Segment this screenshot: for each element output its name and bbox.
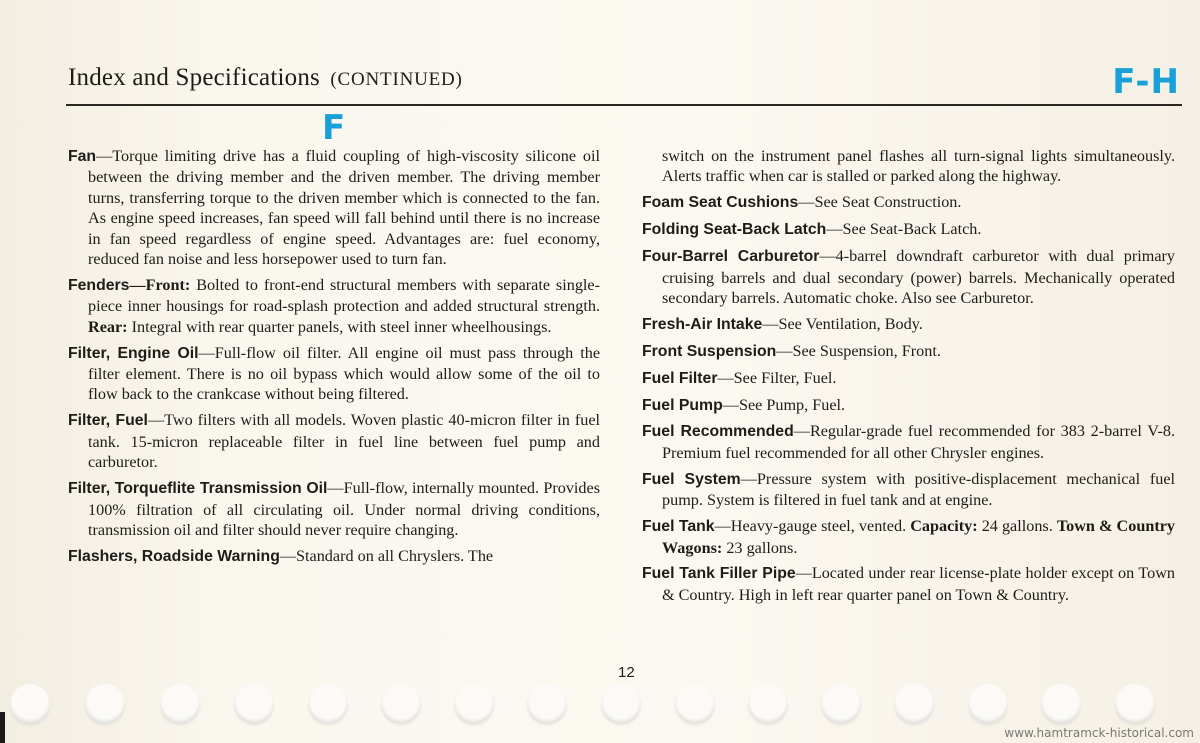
- entry-term: Folding Seat-Back Latch: [642, 221, 827, 239]
- entry-fuel-recommended: [642, 421, 1175, 463]
- entry-text: —See Seat-Back Latch.: [826, 220, 982, 239]
- entry-four-barrel-carburetor: [642, 246, 1175, 308]
- binding-hole: [10, 684, 50, 724]
- binding-hole: [1115, 684, 1155, 724]
- entry-flashers: [68, 546, 600, 567]
- entry-fresh-air-intake: [642, 314, 1175, 335]
- entry-text: —Located under rear license-plate holder except on Town & Country. High in left rear quarter panel on Town & Country.: [662, 564, 1175, 604]
- entry-term: Fenders: [68, 276, 130, 294]
- header-rule: [66, 104, 1182, 106]
- binding-hole: [968, 684, 1008, 724]
- binding-hole: [234, 684, 274, 724]
- entry-text: —4-barrel downdraft carburetor with dual primary cruising barrels and dual secondary (power) barrels. Mechanically operated secondary barrels. Automatic choke. Also see Carburetor.: [662, 247, 1175, 307]
- entry-front-suspension: [642, 341, 1175, 362]
- entry-fuel-pump: [642, 395, 1175, 416]
- binding-hole: [85, 684, 125, 724]
- entry-text: —See Ventilation, Body.: [762, 314, 923, 333]
- section-letter: F: [322, 108, 346, 148]
- entry-text: —Full-flow oil filter. All engine oil must pass through the filter element. There is no oil bypass which would allow some of the oil to flow back to the crankcase without being filtered.: [88, 343, 601, 404]
- watermark: www.hamtramck-historical.com: [1004, 726, 1194, 740]
- page-number: 12: [618, 664, 635, 681]
- entry-text: —Heavy-gauge steel, vented.: [714, 517, 911, 536]
- binding-hole: [894, 684, 934, 724]
- entry-text: Integral with rear quarter panels, with steel inner wheelhousings.: [127, 317, 552, 336]
- binding-hole: [381, 684, 421, 724]
- entry-text: —Torque limiting drive has a fluid coupling of high-viscosity silicone oil between the driving member and the driven member. The driving member turns, transferring torque to the driven member which is connected to the fan. As engine speed increases, fan speed will fall behind until there is no increase in fan speed regardless of engine speed. Advantages are: fuel economy, reduced fan noise and less horsepower used to turn fan.: [88, 147, 600, 269]
- entry-term: Filter, Engine Oil: [68, 344, 199, 362]
- entry-term: Fuel Filter: [642, 369, 718, 387]
- entry-text: Bolted to front-end structural members with separate single-piece inner housings for road-splash protection and added structural strength.: [88, 275, 600, 316]
- title-text: Index and Specifications: [68, 64, 320, 91]
- entry-term: Four-Barrel Carburetor: [642, 248, 820, 266]
- entry-filter-engine-oil: [68, 343, 600, 405]
- entry-text: —Two filters with all models. Woven plastic 40-micron filter in fuel tank. 15-micron replaceable filter in fuel line between fuel pump and carburetor.: [88, 411, 601, 472]
- entry-foam-seat-cushions: [642, 192, 1175, 213]
- entry-text: —Standard on all Chryslers. The: [279, 546, 494, 565]
- page-edge-mark: [0, 712, 5, 743]
- section-range-label: F-H: [1112, 62, 1180, 102]
- entry-term: Fan: [68, 148, 97, 165]
- entry-term: Fuel Recommended: [642, 423, 794, 441]
- binding-hole: [308, 684, 348, 724]
- entry-term: Fresh-Air Intake: [642, 315, 763, 333]
- entry-text: —Pressure system with positive-displacement mechanical fuel pump. System is filtered in fuel tank and at engine.: [662, 469, 1175, 510]
- entry-text: —See Filter, Fuel.: [717, 368, 837, 387]
- entry-term: Filter, Torqueflite Transmission Oil: [68, 480, 328, 498]
- entry-fenders: [68, 275, 600, 337]
- entry-fan: [68, 146, 600, 269]
- entry-flashers-continued: switch on the instrument panel flashes all turn-signal lights simultaneously. Alerts traffic when car is stalled or parked along the highway.: [662, 147, 1175, 186]
- entry-text: 23 gallons.: [722, 538, 798, 557]
- entry-text: 24 gallons.: [977, 517, 1057, 536]
- binding-hole: [601, 684, 641, 724]
- left-column: [68, 146, 600, 573]
- page-title: [68, 64, 463, 92]
- entry-subterm: Rear:: [88, 317, 128, 336]
- entry-term: Fuel Tank Filler Pipe: [642, 565, 796, 583]
- entry-term: Flashers, Roadside Warning: [68, 547, 280, 565]
- entry-fuel-tank: [642, 516, 1175, 558]
- entry-term: Fuel Pump: [642, 396, 723, 414]
- entry-text: —See Pump, Fuel.: [722, 395, 846, 414]
- entry-subterm: Town & Country Wagons:: [662, 517, 1176, 557]
- entry-term: Front Suspension: [642, 342, 777, 360]
- binding-hole: [675, 684, 715, 724]
- entry-folding-seat-back-latch: [642, 219, 1175, 240]
- entry-text: —Full-flow, internally mounted. Provides 100% filtration of all circulating oil. Under normal driving conditions, transmission oil and filter should never require changing.: [88, 479, 601, 539]
- entry-term: Fuel System: [642, 470, 741, 488]
- entry-fuel-tank-filler-pipe: [642, 563, 1175, 605]
- binding-hole: [1041, 684, 1081, 724]
- entry-subterm: —Front:: [129, 275, 191, 294]
- entry-text: —See Seat Construction.: [798, 193, 962, 212]
- entry-text: —See Suspension, Front.: [776, 341, 941, 360]
- binding-hole: [160, 684, 200, 724]
- entry-fuel-filter: [642, 368, 1175, 389]
- binding-hole: [748, 684, 788, 724]
- entry-subterm: Capacity:: [910, 517, 978, 536]
- binding-hole: [527, 684, 567, 724]
- entry-term: Foam Seat Cushions: [642, 194, 799, 212]
- title-continued: (CONTINUED): [330, 69, 463, 90]
- entry-filter-torqueflite: [68, 478, 600, 540]
- entry-filter-fuel: [68, 410, 600, 472]
- binding-hole: [821, 684, 861, 724]
- entry-term: Filter, Fuel: [68, 412, 148, 430]
- entry-term: Fuel Tank: [642, 518, 715, 536]
- entry-text: —Regular-grade fuel recommended for 383 2-barrel V-8. Premium fuel recommended for all other Chrysler engines.: [662, 422, 1175, 462]
- entry-fuel-system: [642, 469, 1175, 511]
- binding-hole: [454, 684, 494, 724]
- right-column: [642, 146, 1175, 611]
